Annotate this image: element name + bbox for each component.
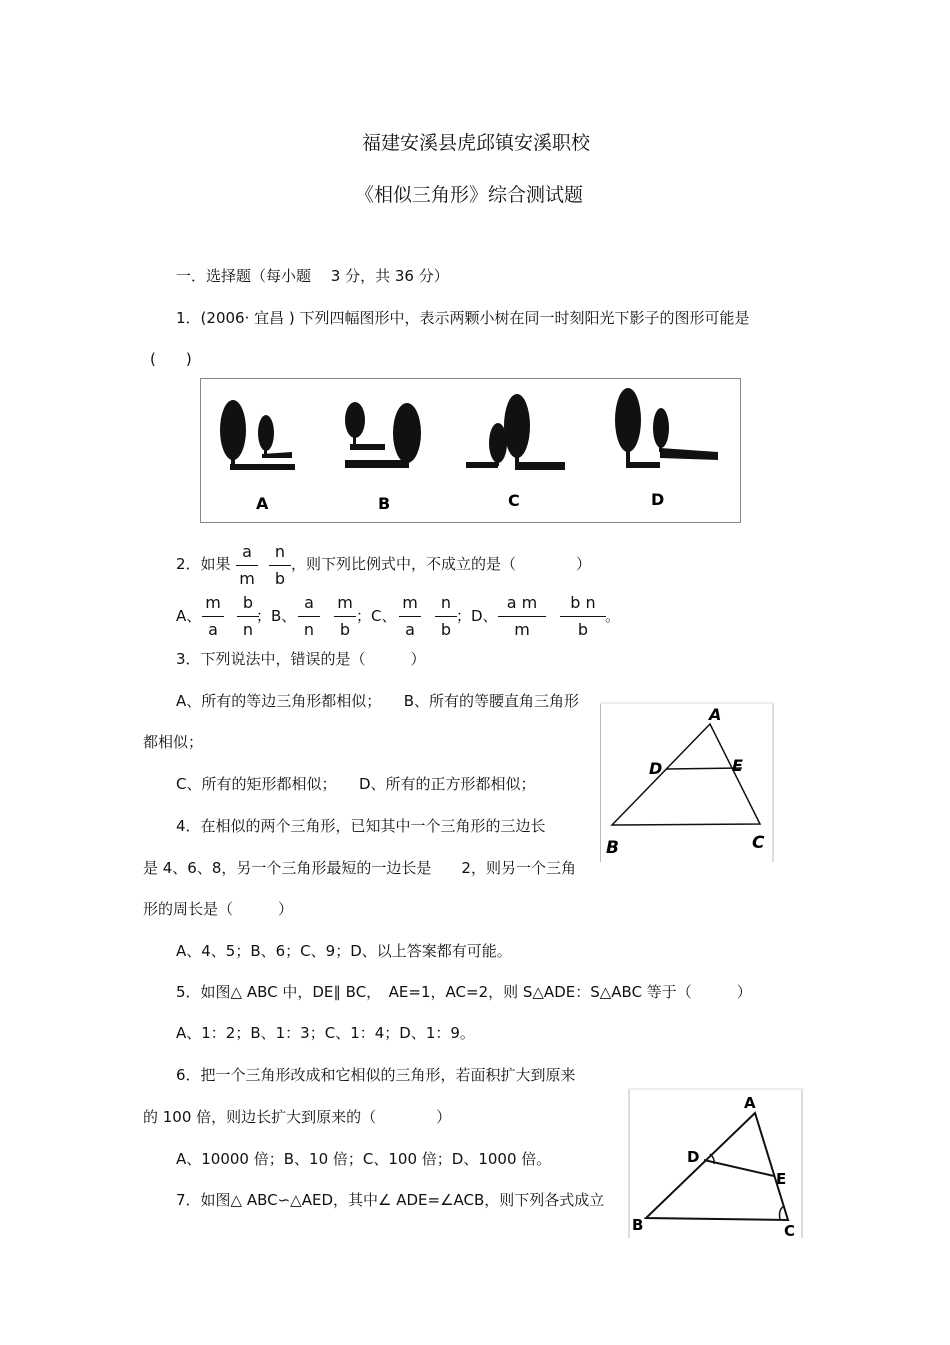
fraction-n-over-b: $\frac{n}{b}$ bbox=[269, 539, 291, 592]
question-5-stem: 5．如图△ ABC 中，DE∥ BC， AE=1，AC=2，则 S△ADE：S△ABC 等于（ ） bbox=[176, 983, 752, 1001]
question-4-line2: 是 4、6、8，另一个三角形最短的一边长是 2，则另一个三角 bbox=[143, 859, 576, 877]
option-b-trees bbox=[345, 402, 421, 468]
fig2-label-a: A bbox=[744, 1094, 756, 1112]
question-2-suffix: ，则下列比例式中，不成立的是（ ） bbox=[291, 555, 592, 573]
question-3-line3: C、所有的矩形都相似； D、所有的正方形都相似； bbox=[176, 775, 536, 793]
question-7-stem: 7．如图△ ABC∽△AED，其中∠ ADE=∠ACB，则下列各式成立 bbox=[176, 1191, 605, 1209]
question-3-line1: A、所有的等边三角形都相似； B、所有的等腰直角三角形 bbox=[176, 692, 580, 710]
section-heading: 一．选择题（每小题 3 分，共 36 分） bbox=[176, 267, 449, 285]
option-d-label: D bbox=[651, 490, 665, 509]
q2-a-frac1: $\frac{m}{a}$ bbox=[202, 590, 224, 643]
question-6-line1: 6．把一个三角形改成和它相似的三角形，若面积扩大到原来 bbox=[176, 1066, 576, 1084]
option-c-label: C bbox=[508, 491, 520, 510]
question-1-stem: 1．(2006· 宜昌 ) 下列四幅图形中，表示两颗小树在同一时刻阳光下影子的图形可能是 bbox=[176, 309, 750, 327]
option-a-label-q2: A、 bbox=[176, 607, 202, 625]
fig1-label-a: A bbox=[709, 705, 722, 724]
triangle-figure-2 bbox=[628, 1088, 804, 1243]
fig2-label-e: E bbox=[776, 1170, 787, 1188]
question-6-line2: 的 100 倍，则边长扩大到原来的（ ） bbox=[143, 1108, 452, 1126]
fig2-label-d: D bbox=[687, 1148, 700, 1166]
q2-c-frac1: $\frac{m}{a}$ bbox=[399, 590, 421, 643]
question-4-line3: 形的周长是（ ） bbox=[143, 900, 294, 918]
q2-a-frac2: $\frac{b}{n}$ bbox=[237, 590, 259, 643]
question-5-options: A、1：2；B、1：3；C、1：4；D、1：9。 bbox=[176, 1024, 475, 1042]
question-4-line1: 4．在相似的两个三角形，已知其中一个三角形的三边长 bbox=[176, 817, 546, 835]
question-3-stem: 3．下列说法中，错误的是（ ） bbox=[176, 650, 426, 668]
fig2-label-c: C bbox=[784, 1222, 796, 1240]
school-name: 福建安溪县虎邱镇安溪职校 bbox=[362, 132, 591, 154]
q2-c-frac2: $\frac{n}{b}$ bbox=[435, 590, 457, 643]
fraction-a-over-m: $\frac{a}{m}$ bbox=[236, 539, 258, 592]
question-2-prefix: 2．如果 bbox=[176, 555, 231, 573]
option-b-label: B bbox=[378, 494, 391, 513]
question-6-options: A、10000 倍；B、10 倍；C、100 倍；D、1000 倍。 bbox=[176, 1150, 552, 1168]
q2-b-frac1: $\frac{a}{n}$ bbox=[298, 590, 320, 643]
option-c-label-q2: ；C、 bbox=[356, 607, 397, 625]
option-d-label-q2: ；D、 bbox=[456, 607, 498, 625]
triangle-figure-1 bbox=[600, 702, 775, 867]
tree-shadow-figure bbox=[200, 378, 741, 523]
q2-b-frac2: $\frac{m}{b}$ bbox=[334, 590, 356, 643]
option-a-trees bbox=[220, 400, 295, 470]
q2-d-frac2: $\frac{\text{b n}}{b}$ bbox=[560, 590, 606, 643]
option-c-trees bbox=[466, 394, 565, 470]
option-b-label-q2: ；B、 bbox=[256, 607, 297, 625]
page-title: 《相似三角形》综合测试题 bbox=[355, 184, 584, 206]
q2-d-frac1: $\frac{\text{a m}}{m}$ bbox=[498, 590, 546, 643]
option-a-label: A bbox=[256, 494, 269, 513]
fig1-label-b: B bbox=[606, 838, 619, 858]
fig1-label-d: D bbox=[649, 759, 663, 778]
question-3-line2: 都相似； bbox=[143, 733, 204, 751]
fig1-label-c: C bbox=[752, 833, 765, 853]
question-1-paren: ( ) bbox=[150, 350, 192, 368]
question-4-options: A、4、5；B、6；C、9；D、以上答案都有可能。 bbox=[176, 942, 512, 960]
fig1-label-e: E bbox=[732, 756, 743, 775]
fig2-label-b: B bbox=[632, 1216, 644, 1234]
q2-end-mark: 。 bbox=[605, 607, 621, 625]
option-d-trees bbox=[615, 388, 718, 468]
